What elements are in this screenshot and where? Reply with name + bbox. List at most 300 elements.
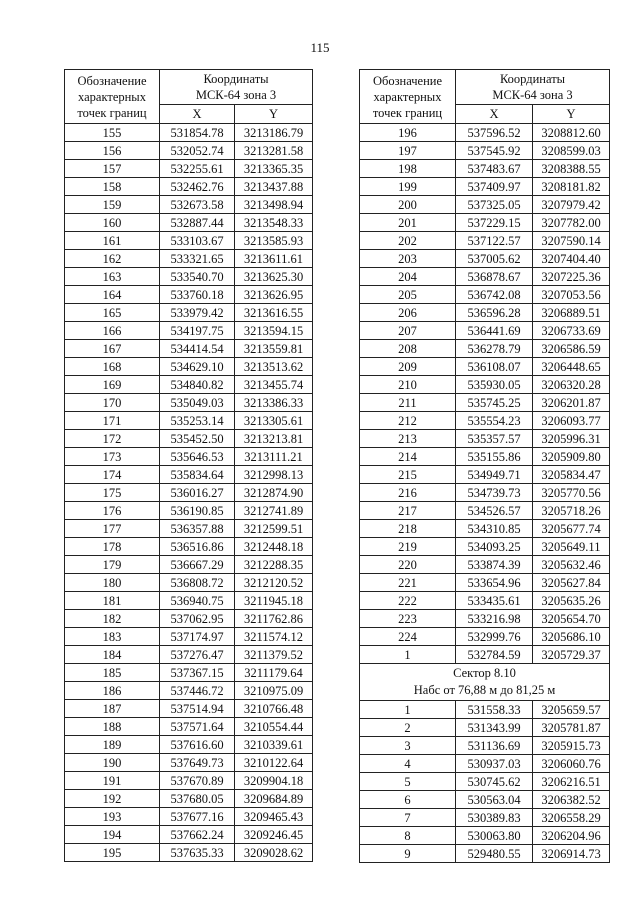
point-number: 190	[65, 754, 160, 772]
coord-x: 537446.72	[160, 682, 235, 700]
table-row	[360, 827, 610, 845]
coord-x: 530745.62	[456, 773, 533, 791]
point-number: 173	[65, 448, 160, 466]
point-number: 219	[360, 538, 456, 556]
coord-y: 3211379.52	[235, 646, 313, 664]
table-row	[360, 304, 610, 322]
coord-y: 3213498.94	[235, 196, 313, 214]
point-number: 174	[65, 466, 160, 484]
point-number: 201	[360, 214, 456, 232]
coord-y: 3210554.44	[235, 718, 313, 736]
header-coordinates-system: МСК-64 зона 3	[195, 88, 277, 103]
coord-x: 534949.71	[456, 466, 533, 484]
point-number: 167	[65, 340, 160, 358]
point-number: 160	[65, 214, 160, 232]
coord-y: 3208181.82	[533, 178, 610, 196]
table-row	[65, 412, 313, 430]
table-row	[360, 538, 610, 556]
point-number: 177	[65, 520, 160, 538]
section-block	[360, 664, 610, 701]
table-row	[360, 592, 610, 610]
coord-y: 3213386.33	[235, 394, 313, 412]
point-number: 210	[360, 376, 456, 394]
coord-y: 3205781.87	[533, 719, 610, 737]
coord-x: 536108.07	[456, 358, 533, 376]
coord-y: 3205996.31	[533, 430, 610, 448]
point-number: 191	[65, 772, 160, 790]
table-row	[65, 664, 313, 682]
section-heading	[360, 664, 610, 701]
point-number: 185	[65, 664, 160, 682]
table-row	[360, 773, 610, 791]
table-row	[65, 520, 313, 538]
coord-x: 537649.73	[160, 754, 235, 772]
table-row	[65, 790, 313, 808]
table-row	[360, 322, 610, 340]
coord-x: 536357.88	[160, 520, 235, 538]
table-row	[360, 142, 610, 160]
coord-y: 3212288.35	[235, 556, 313, 574]
table-row	[360, 755, 610, 773]
point-number: 182	[65, 610, 160, 628]
point-number: 166	[65, 322, 160, 340]
point-number: 196	[360, 124, 456, 142]
coord-x: 533874.39	[456, 556, 533, 574]
table-row	[360, 628, 610, 646]
coord-y: 3209684.89	[235, 790, 313, 808]
coord-y: 3206914.73	[533, 845, 610, 863]
coord-x: 532462.76	[160, 178, 235, 196]
point-number: 157	[65, 160, 160, 178]
coord-x: 532052.74	[160, 142, 235, 160]
coord-y: 3213585.93	[235, 232, 313, 250]
point-number: 194	[65, 826, 160, 844]
table-row	[65, 142, 313, 160]
coord-x: 535452.50	[160, 430, 235, 448]
point-number: 5	[360, 773, 456, 791]
coordinates-table-left	[64, 69, 313, 862]
coord-y: 3213186.79	[235, 124, 313, 142]
coord-x: 537005.62	[456, 250, 533, 268]
table-row	[65, 700, 313, 718]
coord-x: 534197.75	[160, 322, 235, 340]
coord-x: 529480.55	[456, 845, 533, 863]
point-number: 214	[360, 448, 456, 466]
coord-x: 537680.05	[160, 790, 235, 808]
coord-x: 537596.52	[456, 124, 533, 142]
table-row	[360, 466, 610, 484]
coord-x: 536667.29	[160, 556, 235, 574]
header-coordinates	[160, 70, 313, 105]
coord-x: 534310.85	[456, 520, 533, 538]
point-number: 205	[360, 286, 456, 304]
point-number: 211	[360, 394, 456, 412]
point-number: 203	[360, 250, 456, 268]
coord-y: 3205649.11	[533, 538, 610, 556]
header-coordinates-title: Координаты	[499, 72, 566, 87]
point-number: 165	[65, 304, 160, 322]
table-row	[65, 466, 313, 484]
coord-y: 3206060.76	[533, 755, 610, 773]
coord-x: 534093.25	[456, 538, 533, 556]
table-row	[360, 737, 610, 755]
table-row	[360, 791, 610, 809]
right-table-body-b	[360, 701, 610, 863]
point-number: 221	[360, 574, 456, 592]
coord-x: 537122.57	[456, 232, 533, 250]
coord-y: 3206320.28	[533, 376, 610, 394]
table-row	[65, 448, 313, 466]
table-row	[360, 376, 610, 394]
coord-y: 3205635.26	[533, 592, 610, 610]
coord-x: 537174.97	[160, 628, 235, 646]
coord-y: 3213548.33	[235, 214, 313, 232]
coord-y: 3213213.81	[235, 430, 313, 448]
point-number: 192	[65, 790, 160, 808]
coord-y: 3211762.86	[235, 610, 313, 628]
header-x: X	[160, 105, 235, 124]
coord-x: 534739.73	[456, 484, 533, 502]
coord-x: 537367.15	[160, 664, 235, 682]
coord-y: 3205718.26	[533, 502, 610, 520]
table-row	[360, 701, 610, 719]
table-row	[360, 232, 610, 250]
point-number: 202	[360, 232, 456, 250]
table-row	[65, 268, 313, 286]
coord-x: 537635.33	[160, 844, 235, 862]
table-row	[65, 340, 313, 358]
point-number: 162	[65, 250, 160, 268]
right-table-body-a	[360, 124, 610, 664]
point-number: 175	[65, 484, 160, 502]
coord-x: 537545.92	[456, 142, 533, 160]
table-row	[65, 178, 313, 196]
point-number: 3	[360, 737, 456, 755]
coord-y: 3213281.58	[235, 142, 313, 160]
section-subtitle: Набс от 76,88 м до 81,25 м	[413, 683, 556, 697]
table-row	[360, 196, 610, 214]
coord-x: 531343.99	[456, 719, 533, 737]
point-number: 209	[360, 358, 456, 376]
point-number: 181	[65, 592, 160, 610]
coord-x: 532255.61	[160, 160, 235, 178]
point-number: 223	[360, 610, 456, 628]
coord-y: 3213111.21	[235, 448, 313, 466]
coord-y: 3208599.03	[533, 142, 610, 160]
table-row	[360, 250, 610, 268]
point-number: 171	[65, 412, 160, 430]
coord-x: 532673.58	[160, 196, 235, 214]
coord-x: 531558.33	[456, 701, 533, 719]
coord-x: 537616.60	[160, 736, 235, 754]
point-number: 176	[65, 502, 160, 520]
table-row	[65, 322, 313, 340]
coord-y: 3206448.65	[533, 358, 610, 376]
table-row	[65, 592, 313, 610]
coord-y: 3211179.64	[235, 664, 313, 682]
coord-x: 537514.94	[160, 700, 235, 718]
coord-y: 3207590.14	[533, 232, 610, 250]
coord-y: 3213437.88	[235, 178, 313, 196]
coord-x: 532887.44	[160, 214, 235, 232]
coord-y: 3210766.48	[235, 700, 313, 718]
point-number: 168	[65, 358, 160, 376]
point-number: 178	[65, 538, 160, 556]
point-number: 217	[360, 502, 456, 520]
coord-y: 3213626.95	[235, 286, 313, 304]
coord-x: 531854.78	[160, 124, 235, 142]
coord-y: 3206201.87	[533, 394, 610, 412]
coord-x: 534526.57	[456, 502, 533, 520]
point-number: 193	[65, 808, 160, 826]
coord-x: 537229.15	[456, 214, 533, 232]
table-row	[65, 286, 313, 304]
point-number: 208	[360, 340, 456, 358]
coord-x: 533979.42	[160, 304, 235, 322]
coord-x: 535554.23	[456, 412, 533, 430]
left-table-body	[65, 124, 313, 862]
coord-x: 536878.67	[456, 268, 533, 286]
point-number: 207	[360, 322, 456, 340]
point-number: 155	[65, 124, 160, 142]
point-number: 213	[360, 430, 456, 448]
coord-y: 3205654.70	[533, 610, 610, 628]
coord-y: 3205909.80	[533, 448, 610, 466]
point-number: 206	[360, 304, 456, 322]
point-number: 1	[360, 646, 456, 664]
table-row	[65, 808, 313, 826]
coord-x: 531136.69	[456, 737, 533, 755]
table-row	[65, 628, 313, 646]
coord-y: 3213625.30	[235, 268, 313, 286]
table-row	[65, 484, 313, 502]
coord-x: 535049.03	[160, 394, 235, 412]
coord-x: 530937.03	[456, 755, 533, 773]
point-number: 183	[65, 628, 160, 646]
table-row	[65, 610, 313, 628]
coord-x: 535646.53	[160, 448, 235, 466]
table-row	[360, 556, 610, 574]
table-row	[360, 412, 610, 430]
coord-x: 533654.96	[456, 574, 533, 592]
coord-y: 3212120.52	[235, 574, 313, 592]
table-row	[360, 719, 610, 737]
table-row	[360, 809, 610, 827]
coord-x: 536742.08	[456, 286, 533, 304]
coord-y: 3212741.89	[235, 502, 313, 520]
coord-x: 537325.05	[456, 196, 533, 214]
coord-y: 3209028.62	[235, 844, 313, 862]
point-number: 9	[360, 845, 456, 863]
coord-x: 530563.04	[456, 791, 533, 809]
coord-y: 3206093.77	[533, 412, 610, 430]
table-row	[65, 718, 313, 736]
header-coordinates-title: Координаты	[203, 72, 269, 87]
coord-y: 3208388.55	[533, 160, 610, 178]
coord-x: 537276.47	[160, 646, 235, 664]
point-number: 197	[360, 142, 456, 160]
table-row	[360, 160, 610, 178]
table-row	[65, 250, 313, 268]
table-row	[360, 358, 610, 376]
point-number: 200	[360, 196, 456, 214]
table-row	[65, 502, 313, 520]
table-row	[65, 538, 313, 556]
coord-y: 3205627.84	[533, 574, 610, 592]
point-number: 195	[65, 844, 160, 862]
point-number: 220	[360, 556, 456, 574]
coord-y: 3209465.43	[235, 808, 313, 826]
table-row	[65, 646, 313, 664]
header-point-name: Обозначение характерных точек границ	[360, 70, 456, 124]
coord-y: 3213616.55	[235, 304, 313, 322]
coord-x: 535745.25	[456, 394, 533, 412]
coord-x: 532784.59	[456, 646, 533, 664]
coord-y: 3213455.74	[235, 376, 313, 394]
point-number: 156	[65, 142, 160, 160]
coord-y: 3211574.12	[235, 628, 313, 646]
coord-x: 536278.79	[456, 340, 533, 358]
coord-x: 537677.16	[160, 808, 235, 826]
point-number: 222	[360, 592, 456, 610]
point-number: 189	[65, 736, 160, 754]
table-row	[65, 574, 313, 592]
table-row	[360, 845, 610, 863]
coord-x: 537409.97	[456, 178, 533, 196]
table-row	[360, 430, 610, 448]
point-number: 158	[65, 178, 160, 196]
point-number: 170	[65, 394, 160, 412]
point-number: 169	[65, 376, 160, 394]
table-row	[360, 610, 610, 628]
coord-x: 536441.69	[456, 322, 533, 340]
coord-y: 3207782.00	[533, 214, 610, 232]
table-row	[65, 430, 313, 448]
coord-y: 3210339.61	[235, 736, 313, 754]
table-row	[360, 286, 610, 304]
point-number: 186	[65, 682, 160, 700]
coord-y: 3205915.73	[533, 737, 610, 755]
coord-y: 3207404.40	[533, 250, 610, 268]
coord-y: 3205659.57	[533, 701, 610, 719]
coord-y: 3206382.52	[533, 791, 610, 809]
coord-x: 536190.85	[160, 502, 235, 520]
page-number: 115	[310, 40, 330, 55]
point-number: 212	[360, 412, 456, 430]
coord-y: 3206216.51	[533, 773, 610, 791]
coord-y: 3205686.10	[533, 628, 610, 646]
coord-x: 535930.05	[456, 376, 533, 394]
coord-y: 3207053.56	[533, 286, 610, 304]
table-row	[360, 178, 610, 196]
coord-x: 535253.14	[160, 412, 235, 430]
coord-y: 3211945.18	[235, 592, 313, 610]
coord-x: 535834.64	[160, 466, 235, 484]
coord-x: 537062.95	[160, 610, 235, 628]
point-number: 6	[360, 791, 456, 809]
coord-x: 533321.65	[160, 250, 235, 268]
coord-y: 3208812.60	[533, 124, 610, 142]
coord-y: 3206586.59	[533, 340, 610, 358]
coord-x: 532999.76	[456, 628, 533, 646]
table-row	[65, 556, 313, 574]
header-y: Y	[235, 105, 313, 124]
table-row	[65, 196, 313, 214]
point-number: 1	[360, 701, 456, 719]
table-row	[65, 160, 313, 178]
header-x: X	[456, 105, 533, 124]
coord-y: 3205677.74	[533, 520, 610, 538]
header-coordinates	[456, 70, 610, 105]
section-title: Сектор 8.10	[453, 666, 516, 680]
point-number: 163	[65, 268, 160, 286]
coord-x: 534840.82	[160, 376, 235, 394]
point-number: 184	[65, 646, 160, 664]
coord-y: 3207979.42	[533, 196, 610, 214]
coord-y: 3205834.47	[533, 466, 610, 484]
coord-y: 3206558.29	[533, 809, 610, 827]
coord-x: 536516.86	[160, 538, 235, 556]
point-number: 216	[360, 484, 456, 502]
coord-y: 3213513.62	[235, 358, 313, 376]
point-number: 204	[360, 268, 456, 286]
coord-x: 535357.57	[456, 430, 533, 448]
table-row	[360, 484, 610, 502]
table-row	[65, 376, 313, 394]
table-row	[65, 394, 313, 412]
table-row	[65, 826, 313, 844]
table-row	[360, 520, 610, 538]
coord-y: 3206889.51	[533, 304, 610, 322]
coord-y: 3205729.37	[533, 646, 610, 664]
coord-x: 530389.83	[456, 809, 533, 827]
coord-y: 3205770.56	[533, 484, 610, 502]
header-coordinates-system: МСК-64 зона 3	[492, 88, 573, 103]
table-row	[65, 358, 313, 376]
table-row	[65, 844, 313, 862]
coord-x: 537670.89	[160, 772, 235, 790]
coord-x: 530063.80	[456, 827, 533, 845]
coord-x: 537571.64	[160, 718, 235, 736]
coord-y: 3209246.45	[235, 826, 313, 844]
coord-x: 534414.54	[160, 340, 235, 358]
table-row	[360, 574, 610, 592]
table-row	[360, 340, 610, 358]
coord-y: 3207225.36	[533, 268, 610, 286]
table-row	[65, 232, 313, 250]
coord-x: 537483.67	[456, 160, 533, 178]
table-row	[65, 682, 313, 700]
table-row	[360, 268, 610, 286]
point-number: 161	[65, 232, 160, 250]
coord-y: 3206204.96	[533, 827, 610, 845]
coord-x: 536016.27	[160, 484, 235, 502]
coord-y: 3212874.90	[235, 484, 313, 502]
point-number: 218	[360, 520, 456, 538]
table-row	[65, 214, 313, 232]
coord-y: 3212448.18	[235, 538, 313, 556]
header-y: Y	[533, 105, 610, 124]
coord-y: 3212998.13	[235, 466, 313, 484]
point-number: 164	[65, 286, 160, 304]
coordinates-table-right	[359, 69, 610, 863]
table-row	[65, 736, 313, 754]
point-number: 224	[360, 628, 456, 646]
coord-y: 3210975.09	[235, 682, 313, 700]
point-number: 198	[360, 160, 456, 178]
table-row	[360, 646, 610, 664]
point-number: 7	[360, 809, 456, 827]
